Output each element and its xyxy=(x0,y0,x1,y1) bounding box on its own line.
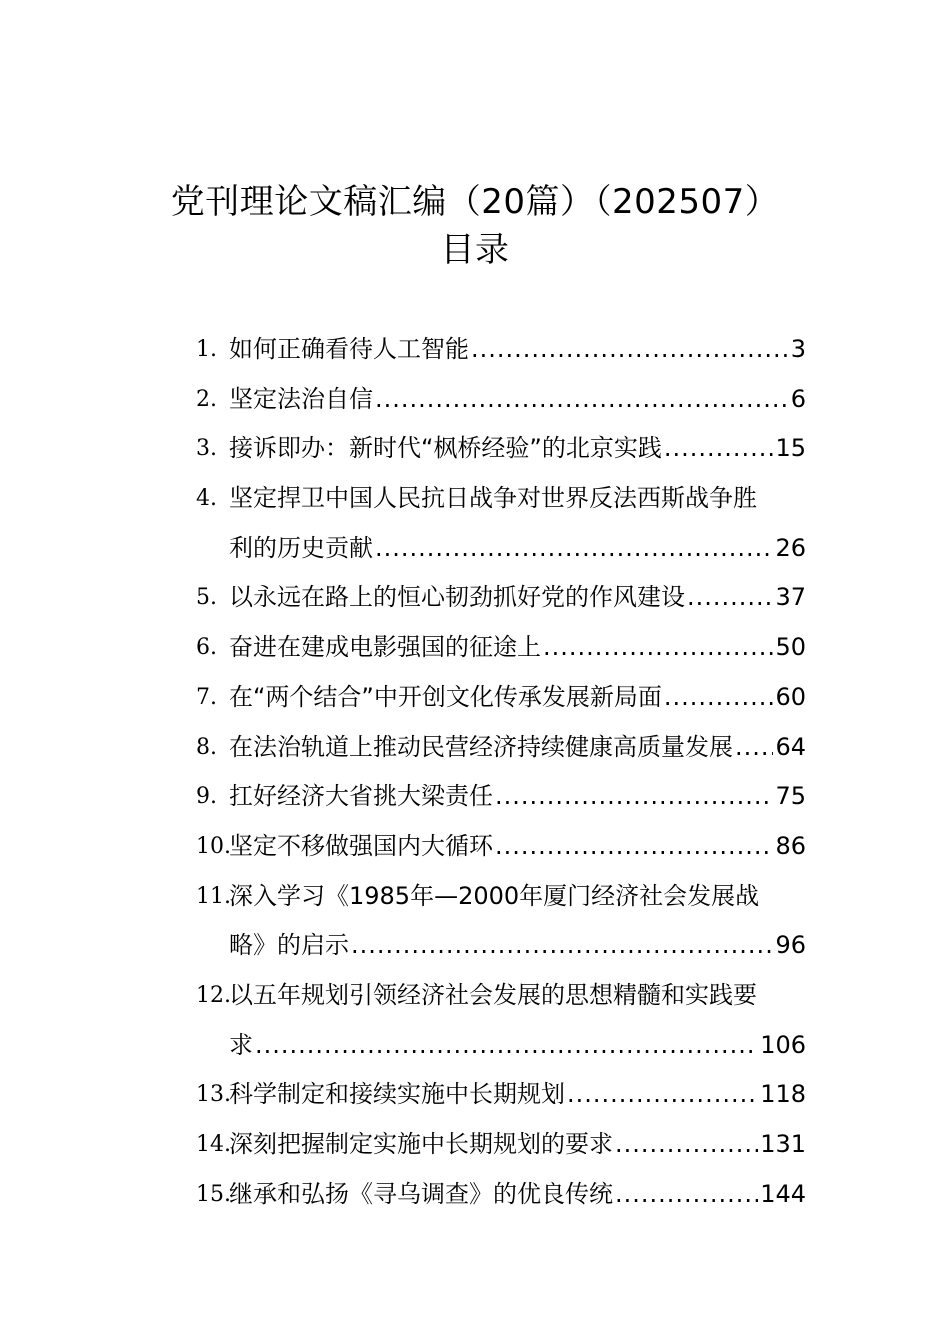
toc-dot-leader xyxy=(615,1120,758,1170)
toc-page-number: 86 xyxy=(775,831,806,860)
toc-dot-leader xyxy=(543,623,773,673)
toc-page-number: 60 xyxy=(775,682,806,711)
toc-entry-body xyxy=(229,1120,806,1170)
toc-entry-title: 继承和弘扬《寻乌调查》的优良传统 xyxy=(229,1179,613,1208)
toc-entry-number: 6. xyxy=(196,635,217,661)
toc-entry-body xyxy=(229,872,806,922)
toc-page-number: 6 xyxy=(790,384,806,413)
toc-entry-line[interactable] xyxy=(196,524,806,574)
toc-entry-body xyxy=(229,1070,806,1120)
toc-entry-line[interactable] xyxy=(196,772,806,822)
toc-entry-number: 9. xyxy=(196,784,217,810)
toc-page-number: 96 xyxy=(775,931,806,960)
toc-dot-leader xyxy=(615,1170,758,1220)
toc-dot-leader xyxy=(664,673,774,723)
toc-entry-title: 扛好经济大省挑大梁责任 xyxy=(229,782,493,811)
toc-entry-body xyxy=(229,1021,806,1071)
toc-dot-leader xyxy=(471,325,789,375)
toc-entry-title: 坚定不移做强国内大循环 xyxy=(229,831,493,860)
toc-dot-leader xyxy=(255,1021,758,1071)
toc-entry-line[interactable] xyxy=(196,1170,806,1220)
toc-entry-body xyxy=(229,723,806,773)
toc-entry-line[interactable] xyxy=(196,375,806,425)
toc-entry-body xyxy=(229,573,806,623)
toc-entry-body xyxy=(229,921,806,971)
toc-entry-number: 2. xyxy=(196,386,217,412)
toc-page-number: 118 xyxy=(760,1080,806,1109)
toc-entry-body xyxy=(229,524,806,574)
toc-entry-body xyxy=(229,375,806,425)
toc-entry-line[interactable] xyxy=(196,573,806,623)
toc-dot-leader xyxy=(664,424,774,474)
toc-entry-line[interactable] xyxy=(196,872,806,922)
toc-entry-body xyxy=(229,1170,806,1220)
toc-entry-line[interactable] xyxy=(196,822,806,872)
toc-dot-leader xyxy=(735,723,773,773)
toc-entry-body xyxy=(229,971,806,1021)
toc-entry-line[interactable] xyxy=(196,723,806,773)
toc-entry-line[interactable] xyxy=(196,325,806,375)
toc-page-number: 144 xyxy=(760,1179,806,1208)
toc-entry-body xyxy=(229,325,806,375)
toc-entry-title: 在法治轨道上推动民营经济持续健康高质量发展 xyxy=(229,732,733,761)
toc-entry-title: 坚定法治自信 xyxy=(229,384,373,413)
toc-page-number: 50 xyxy=(775,633,806,662)
toc-entry-number: 7. xyxy=(196,684,217,710)
toc-entry-line[interactable] xyxy=(196,474,806,524)
toc-entry-title: 坚定捍卫中国人民抗日战争对世界反法西斯战争胜 xyxy=(229,484,757,513)
toc-entry-title: 奋进在建成电影强国的征途上 xyxy=(229,633,541,662)
toc-entry-number: 4. xyxy=(196,486,217,512)
toc-entry-body xyxy=(229,822,806,872)
toc-entry-number: 15. xyxy=(196,1181,231,1207)
toc-dot-leader xyxy=(351,921,773,971)
toc-page-number: 37 xyxy=(775,583,806,612)
toc-entry-title: 以五年规划引领经济社会发展的思想精髓和实践要 xyxy=(229,980,757,1009)
toc-entry-line[interactable] xyxy=(196,971,806,1021)
toc-page-number: 15 xyxy=(775,434,806,463)
toc-entry-title: 在“两个结合”中开创文化传承发展新局面 xyxy=(229,682,662,711)
toc-entry-number: 13. xyxy=(196,1082,231,1108)
toc-entry-title: 接诉即办：新时代“枫桥经验”的北京实践 xyxy=(229,434,662,463)
toc-entry-body xyxy=(229,623,806,673)
toc-dot-leader xyxy=(567,1070,758,1120)
toc-entry-title: 深入学习《1985年—2000年厦门经济社会发展战 xyxy=(229,881,760,910)
toc-entry-number: 11. xyxy=(196,883,231,909)
toc-entry-title: 略》的启示 xyxy=(229,931,349,960)
toc-entry-body xyxy=(229,424,806,474)
document-title: 党刊理论文稿汇编（20篇）（202507） xyxy=(170,182,780,222)
toc-heading: 目录 xyxy=(440,230,510,270)
toc-entry-line[interactable] xyxy=(196,623,806,673)
toc-page-number: 64 xyxy=(775,732,806,761)
toc-dot-leader xyxy=(687,573,773,623)
toc-entry-title: 如何正确看待人工智能 xyxy=(229,335,469,363)
toc-entry-body xyxy=(229,673,806,723)
toc-dot-leader xyxy=(495,772,773,822)
toc-entry-number: 14. xyxy=(196,1132,231,1157)
toc-dot-leader xyxy=(375,524,773,574)
toc-entry-body xyxy=(229,474,806,524)
toc-entry-title: 科学制定和接续实施中长期规划 xyxy=(229,1080,565,1109)
toc-entry-number: 12. xyxy=(196,982,231,1008)
toc-entry-line[interactable] xyxy=(196,1021,806,1071)
toc-entry-number: 5. xyxy=(196,585,217,611)
toc-entry-body xyxy=(229,772,806,822)
toc-entry-title: 求 xyxy=(229,1030,253,1059)
toc-entry-line[interactable] xyxy=(196,673,806,723)
toc-entry-title: 利的历史贡献 xyxy=(229,533,373,562)
toc-page-number: 26 xyxy=(775,533,806,562)
table-of-contents xyxy=(196,325,806,1219)
toc-page-number: 3 xyxy=(790,335,806,363)
toc-entry-title: 以永远在路上的恒心韧劲抓好党的作风建设 xyxy=(229,583,685,612)
toc-dot-leader xyxy=(495,822,773,872)
toc-dot-leader xyxy=(375,375,789,425)
toc-entry-line[interactable] xyxy=(196,921,806,971)
toc-entry-line[interactable] xyxy=(196,424,806,474)
toc-entry-line[interactable] xyxy=(196,1070,806,1120)
toc-page-number: 106 xyxy=(760,1030,806,1059)
toc-entry-number: 8. xyxy=(196,734,217,760)
toc-entry-number: 3. xyxy=(196,436,217,462)
toc-entry-number: 10. xyxy=(196,833,231,859)
toc-page-number: 75 xyxy=(775,782,806,811)
toc-entry-line[interactable] xyxy=(196,1120,806,1170)
toc-entry-title: 深刻把握制定实施中长期规划的要求 xyxy=(229,1130,613,1158)
toc-entry-number: 1. xyxy=(196,337,217,362)
toc-page-number: 131 xyxy=(760,1130,806,1158)
